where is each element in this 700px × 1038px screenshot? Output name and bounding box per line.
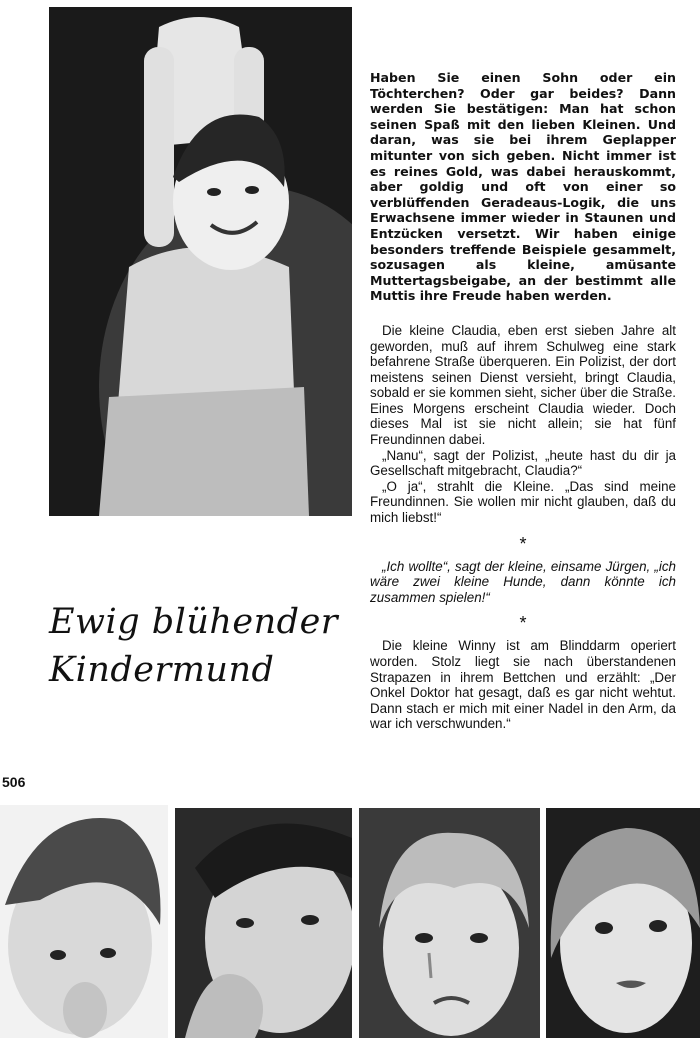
story-claudia-paragraph-2: „Nanu“, sagt der Polizist, „heute hast du dir ja Gesellschaft mitgebracht, Claudia?“ bbox=[370, 447, 676, 479]
quote-juergen: „Ich wollte“, sagt der kleine, einsame Jürgen, „ich wäre zwei kleine Hunde, dann könnte ich zusammen spielen!“ bbox=[370, 558, 676, 605]
photo-child-crying-drawing bbox=[359, 808, 540, 1038]
intro-paragraph: Haben Sie einen Sohn oder ein Töchterchen? Oder gar beides? Dann werden Sie bestätigen: Man hat schon seinen Spaß mit den lieben Kleinen. Und daran, was sie bei ihrem Geplapper mitunter von sich geben. Nicht immer ist es reines Gold, was dabei herauskommt, aber goldig und oft von einer so verblüffenden Geradeaus-Logik, die uns Erwachsene immer wieder in Staunen und Entzücken versetzt. Wir haben einige besonders treffende Beispiele gesammelt, sozusagen als kleine, amüsante Muttertagsbeigabe, an der bestimmt alle Muttis ihre Freude haben werden. bbox=[370, 70, 676, 304]
photo-child-looking-up bbox=[546, 808, 700, 1038]
story-claudia-paragraph-1: Die kleine Claudia, eben erst sieben Jahre alt geworden, muß auf ihrem Schulweg eine stark befahrene Straße überqueren. Ein Polizist, der dort meistens seinen Dienst versieht, bringt Claudia, sobald er sie kommen sieht, sicher über die Straße. Eines Morgens erscheint Claudia wieder. Doch dieses Mal ist sie nicht allein; sie hat fünf Freundinnen dabei. bbox=[370, 322, 676, 448]
headline-line-2: Kindermund bbox=[49, 650, 275, 690]
photo-child-hand-on-face bbox=[175, 808, 352, 1038]
separator-star-1: * bbox=[519, 533, 527, 554]
photo-child-crying bbox=[359, 808, 540, 1038]
photo-child-thumb-in-mouth-drawing bbox=[0, 805, 168, 1038]
headline bbox=[49, 598, 349, 694]
story-winny-paragraph: Die kleine Winny ist am Blinddarm operiert worden. Stolz liegt sie nach überstandenen Strapazen in ihrem Bettchen und erzählt: „Der Onkel Doktor hat gesagt, daß es gar nicht wehtut. Dann stach er mich mit einer Nadel in den Arm, da war ich verschwunden.“ bbox=[370, 638, 676, 732]
photo-child-arms-raised bbox=[49, 7, 352, 516]
story-claudia-paragraph-3: „O ja“, strahlt die Kleine. „Das sind meine Freundinnen. Sie wollen mir nicht glauben, daß du mich liebst!“ bbox=[370, 478, 676, 526]
photo-child-arms-raised-drawing bbox=[49, 7, 352, 516]
photo-child-looking-up-drawing bbox=[546, 808, 700, 1038]
article-column bbox=[370, 70, 676, 732]
photo-child-thumb-in-mouth bbox=[0, 805, 168, 1038]
separator-star-2: * bbox=[519, 613, 527, 634]
headline-line-1: Ewig blühender bbox=[49, 602, 339, 642]
photo-child-hand-on-face-drawing bbox=[175, 808, 352, 1038]
page-number: 506 bbox=[2, 774, 26, 790]
